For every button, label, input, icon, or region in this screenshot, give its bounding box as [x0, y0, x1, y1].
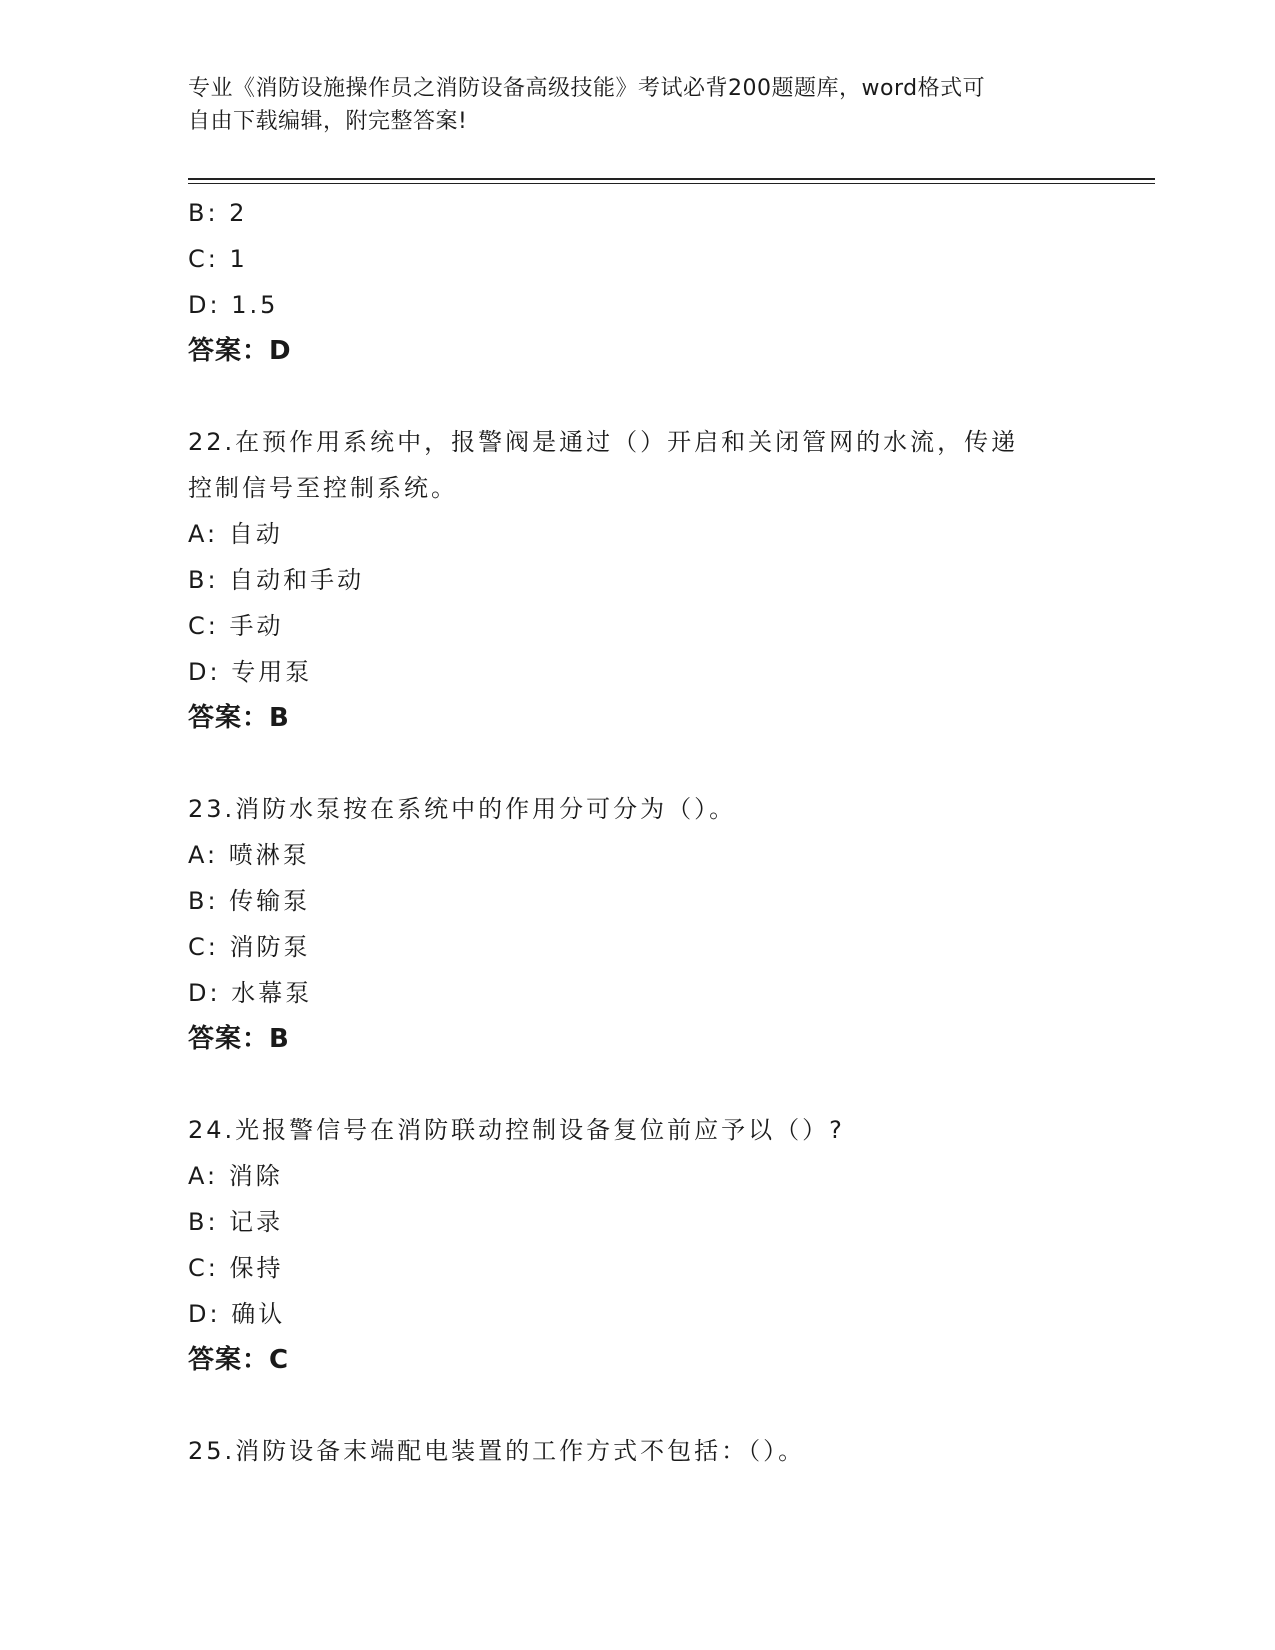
- option-c: C: 消防泵: [188, 933, 311, 961]
- question-22: [188, 419, 1088, 741]
- answer-line: 答案：C: [188, 1345, 290, 1375]
- question-stem: 23.消防水泵按在系统中的作用分可分为（）。: [188, 795, 737, 823]
- option-a: A: 喷淋泵: [188, 841, 310, 869]
- option-b: B: 记录: [188, 1208, 284, 1236]
- document-header: [188, 72, 1088, 138]
- header-divider-thin: [188, 183, 1155, 184]
- option-d: D: 水幕泵: [188, 979, 313, 1007]
- option-d: D: 1.5: [188, 291, 279, 319]
- option-b: B: 传输泵: [188, 887, 311, 915]
- answer-line: 答案：B: [188, 1024, 290, 1054]
- question-stem: 24.光报警信号在消防联动控制设备复位前应予以（）?: [188, 1116, 845, 1144]
- answer-line: 答案：D: [188, 336, 292, 366]
- option-b: B: 自动和手动: [188, 566, 365, 594]
- question-23: [188, 786, 1088, 1062]
- previous-question-options: [188, 190, 1088, 374]
- option-a: A: 消除: [188, 1162, 283, 1190]
- header-divider-thick: [188, 178, 1155, 180]
- document-body: [188, 190, 1088, 1474]
- option-c: C: 保持: [188, 1254, 284, 1282]
- question-25: [188, 1428, 1088, 1474]
- header-line-2: 自由下载编辑，附完整答案!: [188, 109, 468, 134]
- option-d: D: 确认: [188, 1300, 286, 1328]
- question-24: [188, 1107, 1088, 1383]
- question-stem: 25.消防设备末端配电装置的工作方式不包括：（）。: [188, 1437, 806, 1465]
- option-d: D: 专用泵: [188, 658, 313, 686]
- option-c: C: 手动: [188, 612, 284, 640]
- header-line-1: 专业《消防设施操作员之消防设备高级技能》考试必背200题题库，word格式可: [188, 76, 986, 101]
- answer-line: 答案：B: [188, 703, 290, 733]
- option-c: C: 1: [188, 245, 248, 273]
- question-stem: 22.在预作用系统中，报警阀是通过（）开启和关闭管网的水流，传递: [188, 428, 1019, 456]
- option-b: B: 2: [188, 199, 248, 227]
- option-a: A: 自动: [188, 520, 283, 548]
- question-stem-continued: 控制信号至控制系统。: [188, 474, 458, 502]
